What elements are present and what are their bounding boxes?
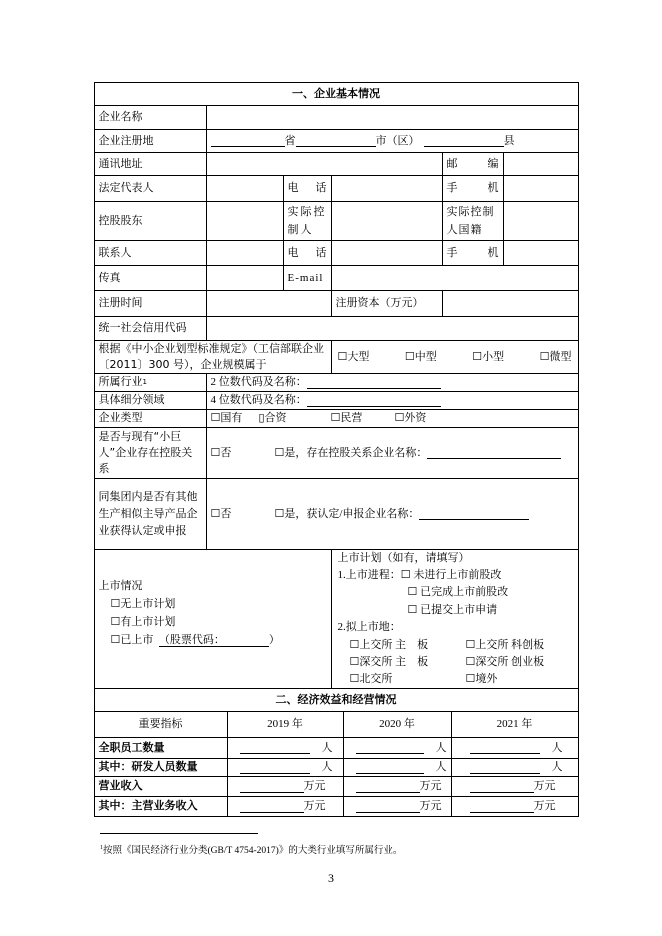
venue-sse-star-checkbox[interactable]: ☐上交所 科创板 [465, 638, 545, 651]
type-state-checkbox[interactable]: ☐国有 [210, 411, 243, 424]
group-name-input[interactable] [419, 507, 529, 520]
unit-label: 万元 [533, 800, 556, 812]
footnote-divider [100, 833, 258, 834]
controller-label: 实际控制人 [283, 201, 332, 241]
contact-label: 联系人 [94, 240, 207, 266]
unit-label: 万元 [533, 780, 556, 792]
phone-b: 话 [315, 245, 327, 259]
postcode-b: 编 [487, 156, 499, 170]
value-input[interactable] [470, 741, 540, 754]
value-input[interactable] [356, 741, 424, 754]
city-label: 市（区） [375, 134, 420, 147]
unit-label: 万元 [419, 800, 442, 812]
contact-phone-input[interactable] [331, 240, 443, 266]
progress-done-checkbox[interactable]: ☐ 已完成上市前股改 [407, 586, 509, 599]
indicator-value-cell[interactable] [343, 796, 452, 817]
indicator-value-cell[interactable] [451, 758, 579, 777]
controller-nationality-input[interactable] [503, 201, 579, 241]
company-name-label: 企业名称 [94, 105, 207, 130]
unit-label: 万元 [419, 780, 442, 792]
fax-input[interactable] [206, 265, 284, 291]
group-options [206, 478, 579, 550]
stock-code-label: （股票代码： [158, 633, 225, 646]
venue-szse-main-checkbox[interactable]: ☐深交所 主 板 [349, 655, 429, 668]
value-input[interactable] [470, 761, 540, 774]
unit-label: 人 [321, 761, 333, 773]
shareholder-label: 控股股东 [94, 201, 207, 241]
plan-title: 上市计划（如有，请填写） [337, 551, 470, 564]
legal-rep-mobile-input[interactable] [503, 175, 579, 202]
legal-rep-mobile-label [442, 175, 504, 202]
mobile-b: 机 [487, 181, 499, 194]
indicator-label: 营业收入 [94, 776, 228, 797]
controller-input[interactable] [331, 201, 443, 241]
mobile-a: 手 [446, 181, 458, 194]
header-2021: 2021 年 [451, 711, 579, 738]
address-input[interactable] [206, 152, 443, 176]
legal-rep-input[interactable] [206, 175, 284, 202]
legal-rep-label: 法定代表人 [94, 175, 207, 202]
reg-place-input[interactable] [206, 129, 579, 153]
indicator-value-cell[interactable] [227, 796, 344, 817]
indicator-label: 其中：主营业务收入 [94, 796, 228, 817]
industry-text: 所属行业 [98, 375, 143, 388]
listing-planned-checkbox[interactable]: ☐有上市计划 [110, 615, 176, 628]
value-input[interactable] [240, 741, 310, 754]
value-input[interactable] [240, 800, 304, 813]
email-input[interactable] [331, 265, 579, 291]
type-options [206, 409, 579, 428]
credit-code-input[interactable] [206, 316, 579, 341]
group-no-checkbox[interactable]: ☐否 [210, 507, 232, 520]
venue-szse-chinext-checkbox[interactable]: ☐深交所 创业板 [465, 655, 545, 668]
unit-label: 人 [435, 741, 447, 754]
indicator-value-cell[interactable] [451, 796, 579, 817]
shareholder-input[interactable] [206, 201, 284, 241]
reg-capital-input[interactable] [442, 290, 579, 317]
progress-label: 1.上市进程： [337, 568, 401, 581]
indicator-value-cell[interactable] [227, 776, 344, 797]
value-input[interactable] [356, 761, 424, 774]
value-input[interactable] [470, 800, 534, 813]
scale-options [331, 340, 579, 374]
type-foreign-checkbox[interactable]: ☐外资 [394, 411, 427, 424]
unit-label: 人 [551, 761, 563, 773]
header-2019: 2019 年 [227, 711, 344, 738]
legal-rep-phone-label [283, 175, 332, 202]
progress-none-checkbox[interactable]: ☐ 未进行上市前股改 [400, 568, 502, 581]
indicator-value-cell[interactable] [451, 776, 579, 797]
stock-code-close: ） [268, 633, 280, 646]
venue-overseas-checkbox[interactable]: ☐境外 [465, 673, 498, 686]
contact-input[interactable] [206, 240, 284, 266]
indicator-value-cell[interactable] [227, 758, 344, 777]
credit-code-label: 统一社会信用代码 [94, 316, 207, 341]
page-number: 3 [328, 871, 334, 885]
value-input[interactable] [356, 800, 420, 813]
footnote [100, 842, 402, 856]
mobile-a: 手 [446, 245, 458, 259]
giant-options [206, 427, 579, 479]
group-yes-checkbox[interactable]: ☐是，获认定/申报企业名称： [274, 507, 420, 520]
phone-a: 电 [287, 245, 299, 259]
giant-no-checkbox[interactable]: ☐否 [210, 446, 232, 459]
venue-bse-checkbox[interactable]: ☐北交所 [349, 673, 393, 686]
industry-label [94, 373, 207, 392]
section2-title: 二、经济效益和经营情况 [94, 688, 579, 712]
fax-label: 传真 [94, 265, 207, 291]
listing-title: 上市情况 [98, 579, 143, 592]
progress-submitted-checkbox[interactable]: ☐ 已提交上市申请 [407, 603, 498, 616]
footnote-ref: 1 [142, 378, 147, 386]
reg-capital-label: 注册资本（万元） [331, 290, 443, 317]
indicator-label: 其中：研发人员数量 [94, 758, 228, 777]
giant-name-input[interactable] [427, 446, 561, 459]
contact-phone-label [283, 240, 332, 266]
value-input[interactable] [470, 780, 534, 793]
phone-a: 电 [287, 181, 299, 194]
indicator-value-cell[interactable] [343, 776, 452, 797]
industry-input[interactable] [206, 373, 579, 392]
postcode-label [442, 152, 504, 176]
subfield-label: 具体细分领域 [94, 391, 207, 410]
value-input[interactable] [240, 761, 310, 774]
subfield-field-label: 4 位数代码及名称： [210, 394, 307, 406]
header-2020: 2020 年 [343, 711, 452, 738]
postcode-input[interactable] [503, 152, 579, 176]
industry-field-label: 2 位数代码及名称： [210, 376, 307, 388]
giant-label: 是否与现有“小巨人”企业存在控股关系 [94, 427, 207, 479]
footnote-sup: 1 [100, 844, 103, 851]
indicator-value-cell[interactable] [451, 737, 579, 759]
reg-time-input[interactable] [206, 290, 332, 317]
postcode-a: 邮 [446, 156, 458, 170]
scale-large-checkbox[interactable]: ☐大型 [337, 350, 370, 363]
unit-label: 人 [321, 741, 333, 754]
unit-label: 人 [551, 741, 563, 754]
type-label: 企业类型 [94, 409, 207, 428]
unit-label: 人 [435, 761, 447, 773]
scale-small-checkbox[interactable]: ☐小型 [472, 350, 505, 363]
type-private-checkbox[interactable]: ☐民营 [330, 411, 363, 424]
value-input[interactable] [356, 780, 420, 793]
province-label: 省 [284, 134, 296, 147]
listing-plan [331, 549, 579, 689]
unit-label: 万元 [303, 800, 326, 812]
controller-nationality-label: 实际控制人国籍 [442, 201, 504, 241]
address-label: 通讯地址 [94, 152, 207, 176]
group-label: 同集团内是否有其他生产相似主导产品企业获得认定或申报 [94, 478, 207, 550]
legal-rep-phone-input[interactable] [331, 175, 443, 202]
subfield-input[interactable] [206, 391, 579, 410]
reg-place-label: 企业注册地 [94, 129, 207, 153]
contact-mobile-label [442, 240, 504, 266]
mobile-b: 机 [487, 245, 499, 259]
type-jv-checkbox[interactable]: ▯合资 [258, 411, 287, 424]
scale-medium-checkbox[interactable]: ☐中型 [404, 350, 437, 363]
scale-micro-checkbox[interactable]: ☐微型 [539, 350, 572, 363]
footnote-text: 按照《国民经济行业分类(GB/T 4754-2017)》的大类行业填写所属行业。 [103, 846, 403, 856]
email-label: E-mail [283, 265, 332, 291]
venue-label: 2.拟上市地： [337, 621, 401, 634]
indicator-value-cell[interactable] [227, 737, 344, 759]
value-input[interactable] [240, 780, 304, 793]
indicator-label: 全职员工数量 [94, 737, 228, 759]
listing-status [94, 549, 332, 689]
unit-label: 万元 [303, 780, 326, 792]
indicator-value-cell[interactable] [343, 737, 452, 759]
venue-sse-main-checkbox[interactable]: ☐上交所 主 板 [349, 638, 429, 651]
section1-title: 一、企业基本情况 [94, 82, 579, 106]
county-label: 县 [503, 134, 515, 147]
listing-listed-checkbox[interactable]: ☐已上市 [110, 633, 154, 646]
contact-mobile-input[interactable] [503, 240, 579, 266]
phone-b: 话 [315, 181, 327, 194]
listing-none-checkbox[interactable]: ☐无上市计划 [110, 597, 176, 610]
header-indicator: 重要指标 [94, 711, 228, 738]
giant-yes-checkbox[interactable]: ☐是，存在控股关系企业名称： [274, 446, 428, 459]
company-name-input[interactable] [206, 105, 579, 130]
reg-time-label: 注册时间 [94, 290, 207, 317]
scale-label: 根据《中小企业划型标准规定》（工信部联企业〔2011〕300 号），企业规模属于 [94, 340, 332, 374]
indicator-value-cell[interactable] [343, 758, 452, 777]
